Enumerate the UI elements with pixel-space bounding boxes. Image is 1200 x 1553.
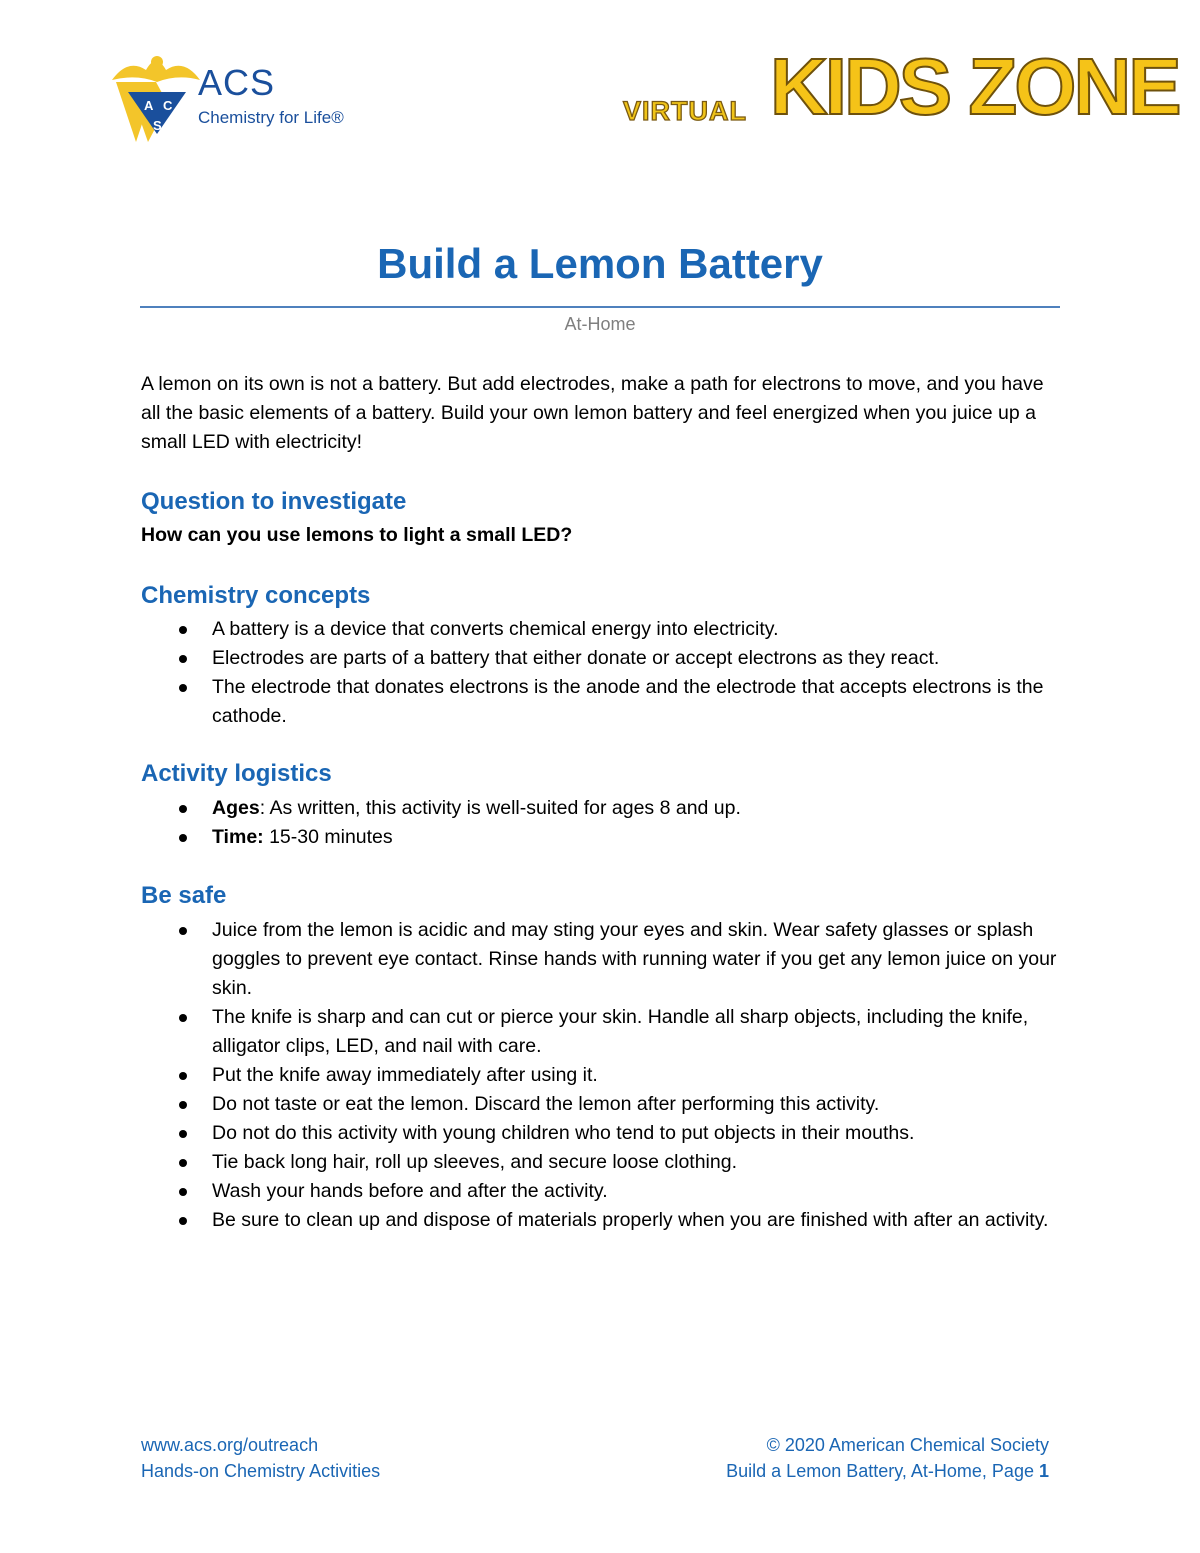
page-number: 1 bbox=[1038, 1461, 1049, 1481]
svg-text:A: A bbox=[144, 98, 154, 113]
intro-paragraph: A lemon on its own is not a battery. But add electrodes, make a path for electrons to move, and you have all the basic elements of a battery. Build your own lemon battery and feel energized when you juice up a small LED with electricity! bbox=[141, 373, 1044, 453]
list-item: Do not do this activity with young children who tend to put objects in their mouths. bbox=[141, 1119, 1061, 1148]
bullet-icon bbox=[179, 684, 187, 692]
bullet-icon bbox=[179, 1130, 187, 1138]
kids-zone-logo-virtual: VIRTUAL bbox=[623, 96, 747, 126]
kids-zone-logo-title: KIDS ZONE bbox=[770, 42, 1179, 131]
footer-url-link[interactable]: www.acs.org/outreach bbox=[141, 1435, 319, 1455]
bullet-icon bbox=[179, 1217, 187, 1225]
svg-text:C: C bbox=[163, 98, 173, 113]
bullet-icon bbox=[179, 1014, 187, 1022]
list-item: The electrode that donates electrons is the anode and the electrode that accepts electrons is the cathode. bbox=[141, 673, 1061, 731]
title-divider bbox=[140, 306, 1060, 308]
list-item: Wash your hands before and after the activity. bbox=[141, 1177, 1061, 1206]
question-heading: Question to investigate bbox=[141, 488, 407, 515]
concepts-list bbox=[141, 615, 1061, 731]
concepts-heading: Chemistry concepts bbox=[141, 582, 371, 609]
safety-heading: Be safe bbox=[141, 882, 227, 909]
bullet-icon bbox=[179, 626, 187, 634]
list-item: Juice from the lemon is acidic and may sting your eyes and skin. Wear safety glasses or splash goggles to prevent eye contact. Rinse hands with running water if you get any lemon juice on your skin. bbox=[141, 916, 1061, 1003]
list-item: Put the knife away immediately after using it. bbox=[141, 1061, 1061, 1090]
list-item: Time: 15-30 minutes bbox=[141, 823, 1061, 852]
list-item: The knife is sharp and can cut or pierce your skin. Handle all sharp objects, including the knife, alligator clips, LED, and nail with care. bbox=[141, 1003, 1061, 1061]
acs-emblem-icon bbox=[112, 56, 200, 142]
bullet-icon bbox=[179, 1101, 187, 1109]
question-text: How can you use lemons to light a small LED? bbox=[141, 524, 573, 546]
page-subtitle: At-Home bbox=[564, 314, 636, 334]
bullet-icon bbox=[179, 1188, 187, 1196]
footer-series: Hands-on Chemistry Activities bbox=[141, 1461, 381, 1481]
svg-text:S: S bbox=[153, 118, 162, 133]
bullet-icon bbox=[179, 655, 187, 663]
list-item: A battery is a device that converts chemical energy into electricity. bbox=[141, 615, 1061, 644]
footer-copyright: © 2020 American Chemical Society bbox=[766, 1435, 1049, 1455]
bullet-icon bbox=[179, 927, 187, 935]
list-item: Ages: As written, this activity is well-suited for ages 8 and up. bbox=[141, 794, 1061, 823]
bullet-icon bbox=[179, 1159, 187, 1167]
acs-tagline: Chemistry for Life® bbox=[198, 108, 344, 127]
footer-left bbox=[141, 1432, 380, 1484]
safety-list bbox=[141, 916, 1061, 1235]
list-item: Be sure to clean up and dispose of materials properly when you are finished with after an activity. bbox=[141, 1206, 1061, 1235]
logistics-list bbox=[141, 794, 1061, 852]
footer-right bbox=[726, 1432, 1049, 1484]
list-item: Electrodes are parts of a battery that either donate or accept electrons as they react. bbox=[141, 644, 1061, 673]
bullet-icon bbox=[179, 834, 187, 842]
bullet-icon bbox=[179, 1072, 187, 1080]
list-item: Tie back long hair, roll up sleeves, and secure loose clothing. bbox=[141, 1148, 1061, 1177]
acs-wordmark: ACS bbox=[198, 62, 276, 103]
page-title: Build a Lemon Battery bbox=[377, 240, 823, 287]
logistics-heading: Activity logistics bbox=[141, 760, 332, 787]
footer-page-info: Build a Lemon Battery, At-Home, Page 1 bbox=[726, 1461, 1049, 1481]
list-item: Do not taste or eat the lemon. Discard the lemon after performing this activity. bbox=[141, 1090, 1061, 1119]
bullet-icon bbox=[179, 805, 187, 813]
